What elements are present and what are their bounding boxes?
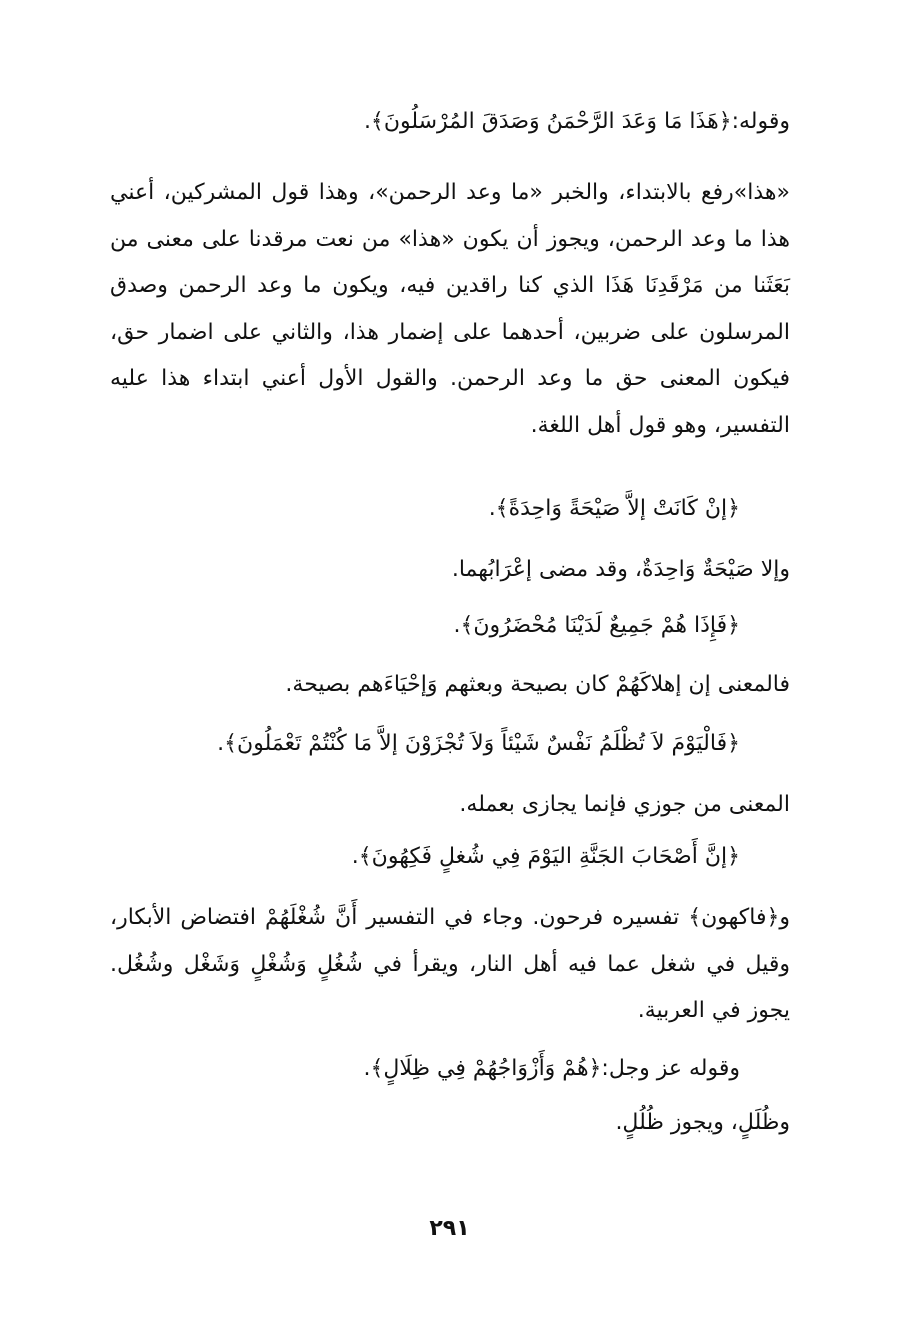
paragraph-commentary-1: «هذا»رفع بالابتداء، والخبر «ما وعد الرحمن»، وهذا قول المشركين، أعني هذا ما وعد الرحمن، ويجوز أن يكون «هذا» من نعت مرقدنا على معنى من بَعَثَنا من مَرْقَدِنَا هَذَا الذي كنا راقدين فيه، ويكون ما وعد الرحمن وصدق المرسلون على ضربين، أحدهما على إضمار هذا، والثاني على اضمار حق، فيكون المعنى حق ما وعد الرحمن. والقول الأول أعني ابتداء هذا عليه التفسير، وهو قول أهل اللغة. bbox=[110, 180, 790, 438]
paragraph-verse-6: وقوله عز وجل:﴿هُمْ وَأَزْوَاجُهُمْ فِي ظِلَالٍ﴾. bbox=[363, 1056, 740, 1081]
paragraph-verse-1: وقوله:﴿هَذَا مَا وَعَدَ الرَّحْمَنُ وَصَدَقَ المُرْسَلُونَ﴾. bbox=[363, 109, 790, 134]
paragraph-commentary-5: و﴿فاكهون﴾ تفسيره فرحون. وجاء في التفسير أَنَّ شُغْلَهُمْ افتضاض الأبكار، وقيل في شغل عما فيه أهل النار، ويقرأ في شُغُلٍ وَشُغْلٍ وَشَغْل وشُغُل. يجوز في العربية. bbox=[110, 905, 790, 1023]
paragraph-commentary-4: المعنى من جوزي فإنما يجازى بعمله. bbox=[459, 792, 790, 817]
paragraph-verse-3: ﴿فَإِذَا هُمْ جَمِيعٌ لَدَيْنَا مُحْضَرُونَ﴾. bbox=[453, 613, 740, 638]
paragraph-verse-2: ﴿إنْ كَانَتْ إلاَّ صَيْحَةً وَاحِدَةً﴾. bbox=[488, 496, 740, 521]
paragraph-verse-4: ﴿فَالْيَوْمَ لاَ تُظْلَمُ نَفْسٌ شَيْئاً وَلاَ تُجْزَوْنَ إلاَّ مَا كُنْتُمْ تَعْمَلُونَ﴾. bbox=[217, 731, 740, 756]
paragraph-verse-5: ﴿إنَّ أَصْحَابَ الجَنَّةِ اليَوْمَ فِي شُغلٍ فَكِهُونَ﴾. bbox=[351, 844, 740, 869]
page-number: ٢٩١ bbox=[429, 1216, 470, 1241]
paragraph-commentary-3: فالمعنى إن إهلاكَهُمْ كان بصيحة وبعثهم وَإحْيَاءَهم بصيحة. bbox=[285, 672, 790, 697]
paragraph-commentary-2: وإلا صَيْحَةٌ وَاحِدَةٌ، وقد مضى إعْرَابُهما. bbox=[451, 557, 790, 582]
paragraph-commentary-6: وظُلَلٍ، ويجوز ظُلُلٍ. bbox=[615, 1110, 790, 1135]
